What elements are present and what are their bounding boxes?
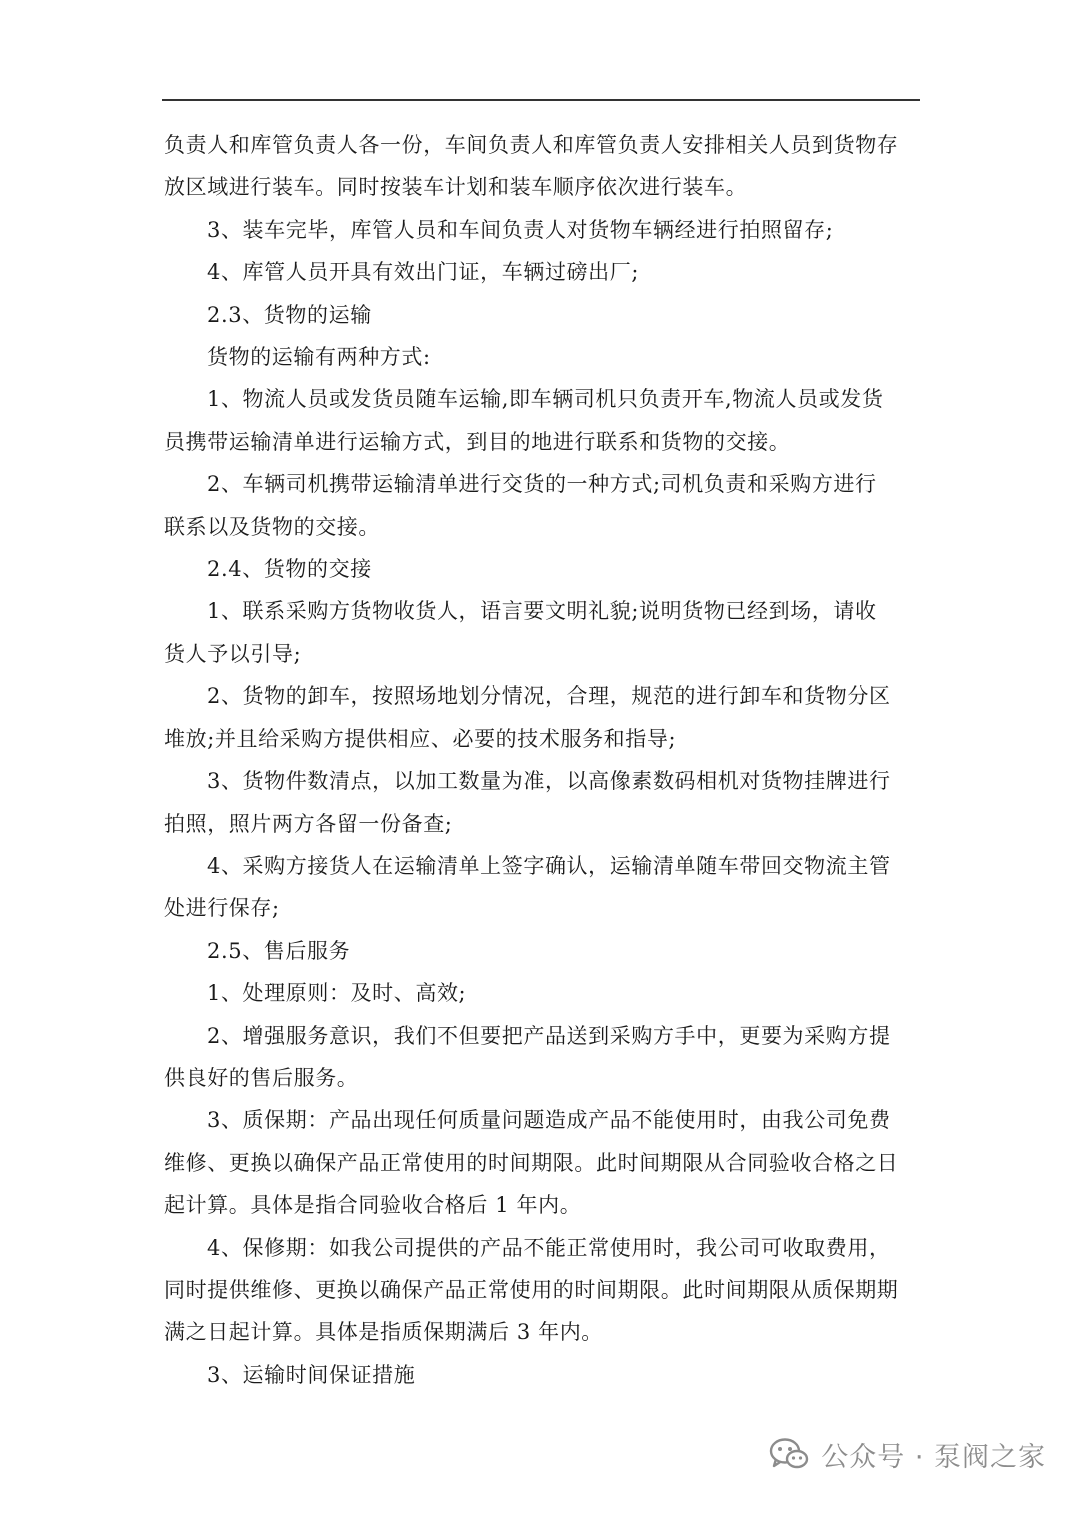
text-line: 3、货物件数清点，以加工数量为准，以高像素数码相机对货物挂牌进行 <box>207 769 891 794</box>
text-line: 1、联系采购方货物收货人，语言要文明礼貌;说明货物已经到场，请收 <box>207 599 877 624</box>
section-heading: 2.5、售后服务 <box>207 938 351 963</box>
text-line: 2、增强服务意识，我们不但要把产品送到采购方手中，更要为采购方提 <box>207 1023 891 1048</box>
text-line: 满之日起计算。具体是指质保期满后 3 年内。 <box>164 1320 603 1345</box>
header-rule <box>162 99 920 101</box>
text-line: 联系以及货物的交接。 <box>164 514 380 539</box>
text-line: 4、采购方接货人在运输清单上签字确认，运输清单随车带回交物流主管 <box>207 853 891 878</box>
section-heading: 2.3、货物的运输 <box>207 302 372 327</box>
text-line: 同时提供维修、更换以确保产品正常使用的时间期限。此时间期限从质保期期 <box>164 1277 899 1302</box>
text-line: 1、物流人员或发货员随车运输,即车辆司机只负责开车,物流人员或发货 <box>207 387 884 412</box>
watermark <box>769 1432 1046 1476</box>
text-line: 维修、更换以确保产品正常使用的时间期限。此时间期限从合同验收合格之日 <box>164 1150 899 1175</box>
text-line: 处进行保存; <box>164 896 280 921</box>
text-line: 2、货物的卸车，按照场地划分情况，合理，规范的进行卸车和货物分区 <box>207 684 891 709</box>
wechat-icon <box>769 1437 809 1471</box>
section-heading: 2.4、货物的交接 <box>207 557 372 582</box>
text-line: 供良好的售后服务。 <box>164 1065 359 1090</box>
text-line: 负责人和库管负责人各一份，车间负责人和库管负责人安排相关人员到货物存 <box>164 133 899 157</box>
text-line: 3、装车完毕，库管人员和车间负责人对货物车辆经进行拍照留存; <box>207 217 834 242</box>
text-line: 放区域进行装车。同时按装车计划和装车顺序依次进行装车。 <box>164 175 748 200</box>
text-line: 4、保修期：如我公司提供的产品不能正常使用时，我公司可收取费用， <box>207 1235 891 1260</box>
text-line: 3、质保期：产品出现任何质量问题造成产品不能使用时，由我公司免费 <box>207 1108 891 1133</box>
text-line: 1、处理原则：及时、高效; <box>207 981 467 1006</box>
text-line: 员携带运输清单进行运输方式，到目的地进行联系和货物的交接。 <box>164 429 791 454</box>
text-line: 4、库管人员开具有效出门证，车辆过磅出厂; <box>207 260 640 285</box>
text-line: 拍照，照片两方各留一份备查; <box>164 811 453 836</box>
section-heading: 3、运输时间保证措施 <box>207 1362 416 1387</box>
document-body <box>164 124 910 1396</box>
text-line: 堆放;并且给采购方提供相应、必要的技术服务和指导; <box>164 726 677 751</box>
text-line: 货物的运输有两种方式: <box>207 345 431 370</box>
text-line: 2、车辆司机携带运输清单进行交货的一种方式;司机负责和采购方进行 <box>207 472 877 497</box>
text-line: 货人予以引导; <box>164 641 302 666</box>
text-line: 起计算。具体是指合同验收合格后 1 年内。 <box>164 1193 582 1218</box>
watermark-text: 公众号 · 泵阀之家 <box>821 1441 1046 1473</box>
